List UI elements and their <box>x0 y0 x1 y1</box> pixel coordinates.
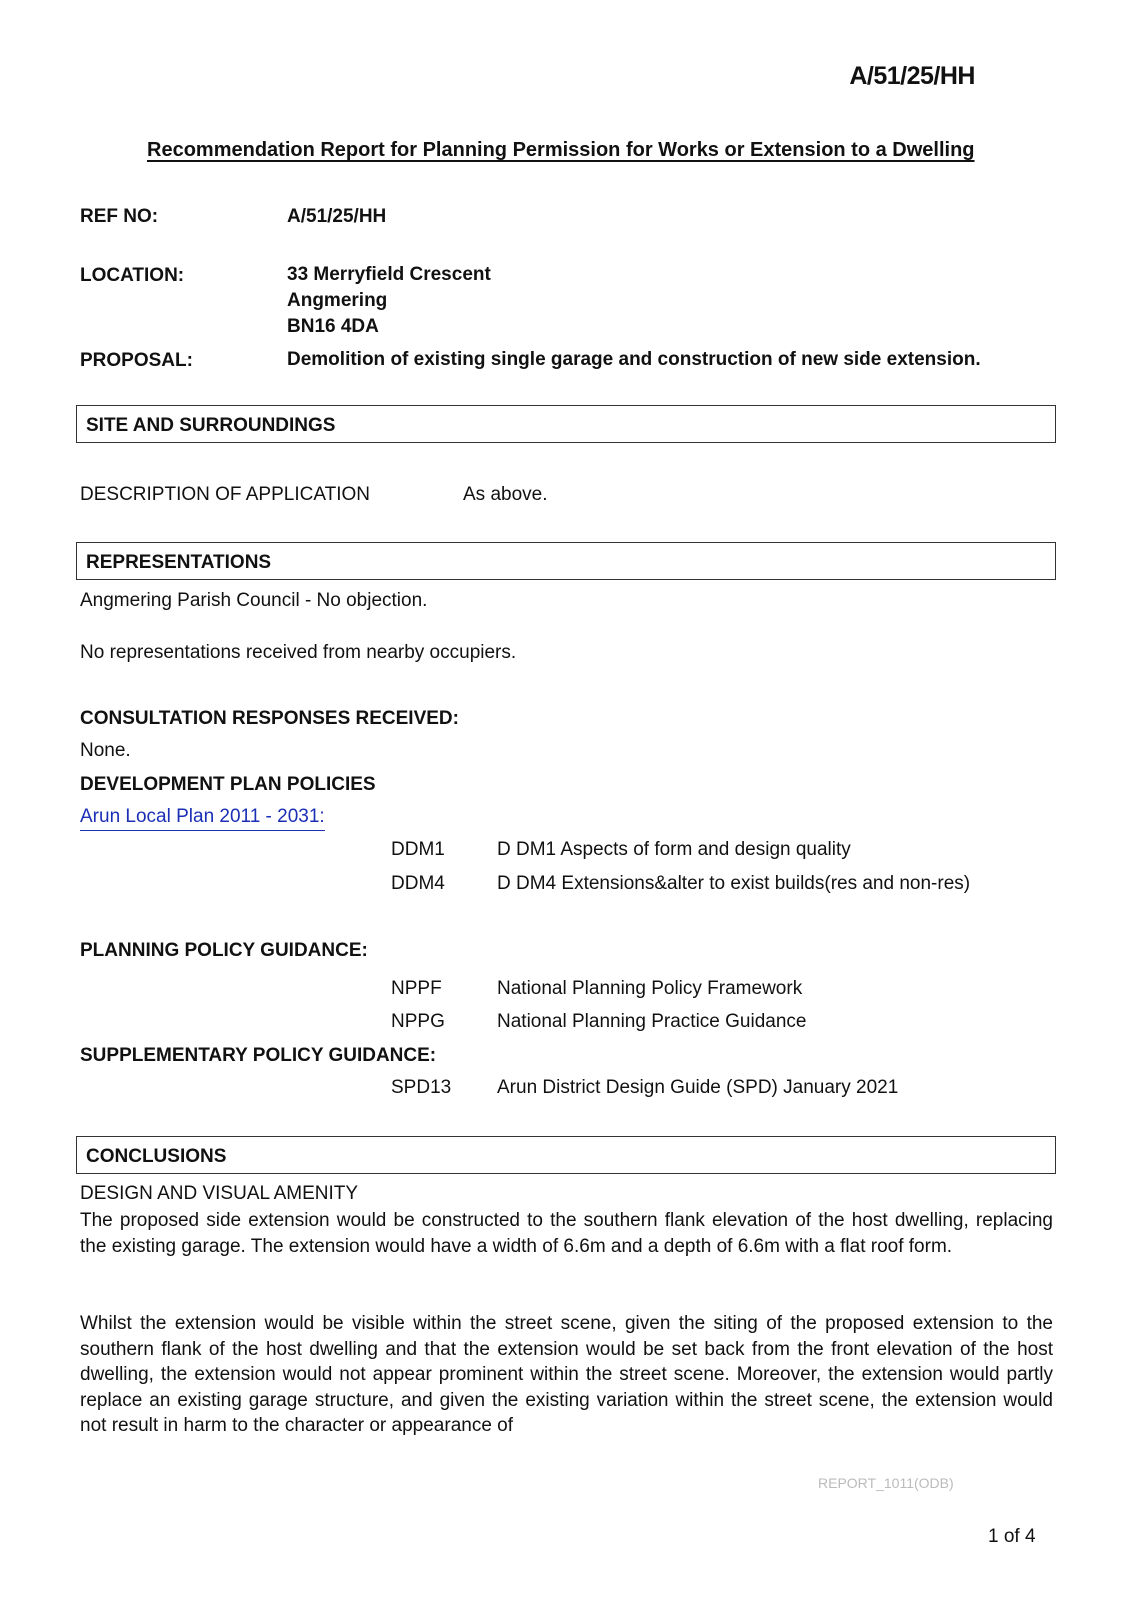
policy-description: Arun District Design Guide (SPD) January 2021 <box>497 1077 899 1098</box>
policy-code: NPPF <box>391 978 442 999</box>
policy-code: DDM1 <box>391 839 445 860</box>
policy-code: NPPG <box>391 1011 445 1032</box>
policy-code: DDM4 <box>391 873 445 894</box>
representation-line: Angmering Parish Council - No objection. <box>80 590 428 611</box>
proposal-value: Demolition of existing single garage and construction of new side extension. <box>287 349 981 370</box>
policy-description: D DM4 Extensions&alter to exist builds(res and non-res) <box>497 873 971 894</box>
location-line: 33 Merryfield Crescent <box>287 264 491 285</box>
location-line: BN16 4DA <box>287 316 379 337</box>
description-value: As above. <box>463 484 548 505</box>
report-code: REPORT_1011(ODB) <box>818 1475 954 1491</box>
consultation-heading: CONSULTATION RESPONSES RECEIVED: <box>80 708 459 729</box>
conclusions-paragraph: Whilst the extension would be visible within the street scene, given the siting of the proposed extension to the southern flank of the host dwelling and that the extension would be set back from the front elevation of the host dwelling, the extension would not appear prominent within the street scene. Moreover, the extension would partly replace an existing garage structure, and given the existing variation within the street scene, the extension would not result in harm to the character or appearance of <box>80 1313 1053 1437</box>
ref-no-value: A/51/25/HH <box>287 206 387 227</box>
proposal-label: PROPOSAL: <box>80 350 193 371</box>
description-label: DESCRIPTION OF APPLICATION <box>80 484 370 505</box>
policy-description: National Planning Policy Framework <box>497 978 803 999</box>
conclusions-heading: CONCLUSIONS <box>76 1136 1056 1174</box>
consultation-value: None. <box>80 740 131 761</box>
development-plan-heading: DEVELOPMENT PLAN POLICIES <box>80 774 376 795</box>
location-value <box>287 262 491 340</box>
policy-code: SPD13 <box>391 1077 452 1098</box>
conclusions-subheading: DESIGN AND VISUAL AMENITY <box>80 1183 359 1204</box>
page-number: 1 of 4 <box>988 1526 1036 1547</box>
header-reference: A/51/25/HH <box>849 62 975 90</box>
report-title: Recommendation Report for Planning Permission for Works or Extension to a Dwelling <box>147 139 975 161</box>
supplementary-guidance-heading: SUPPLEMENTARY POLICY GUIDANCE: <box>80 1045 437 1066</box>
conclusions-paragraph: The proposed side extension would be constructed to the southern flank elevation of the host dwelling, replacing the existing garage. The extension would have a width of 6.6m and a depth of 6.6m with a flat roof form. <box>80 1210 1053 1257</box>
local-plan-link[interactable]: Arun Local Plan 2011 - 2031: <box>80 806 325 831</box>
ref-no-label: REF NO: <box>80 206 159 227</box>
site-surroundings-heading: SITE AND SURROUNDINGS <box>76 405 1056 443</box>
representation-line: No representations received from nearby occupiers. <box>80 642 517 663</box>
location-label: LOCATION: <box>80 265 185 286</box>
policy-description: D DM1 Aspects of form and design quality <box>497 839 851 860</box>
representations-heading: REPRESENTATIONS <box>76 542 1056 580</box>
location-line: Angmering <box>287 290 388 311</box>
planning-guidance-heading: PLANNING POLICY GUIDANCE: <box>80 940 368 961</box>
policy-description: National Planning Practice Guidance <box>497 1011 807 1032</box>
